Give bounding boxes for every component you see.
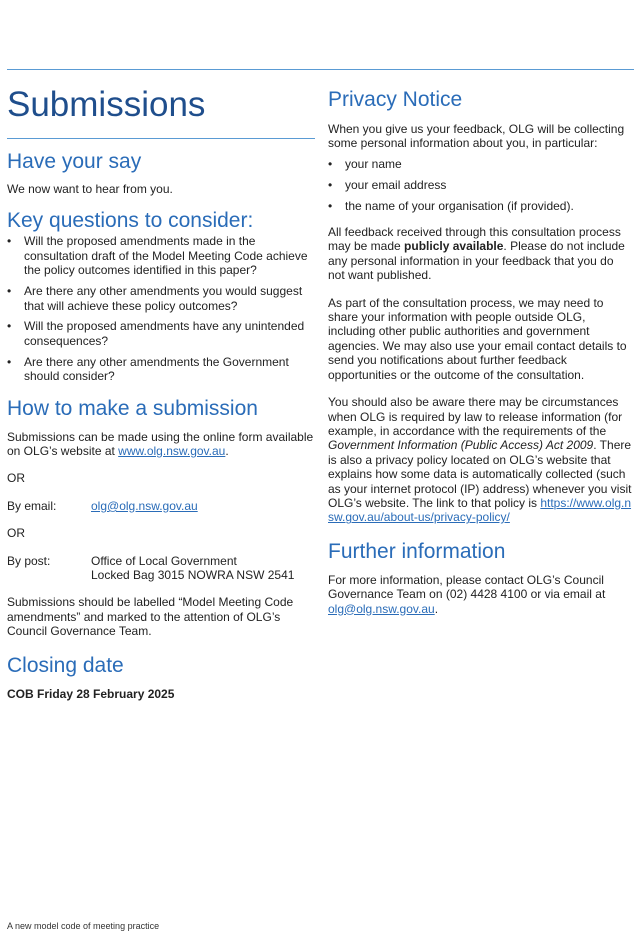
- privacy-notice-heading: Privacy Notice: [328, 88, 463, 111]
- footer-text: A new model code of meeting practice: [7, 921, 160, 931]
- post-address-line2: Locked Bag 3015 NOWRA NSW 2541: [91, 568, 295, 582]
- further-info-text: [328, 573, 633, 616]
- post-address-line1: Office of Local Government: [91, 553, 237, 568]
- closing-date: COB Friday 28 February 2025: [7, 686, 175, 701]
- right-column: [328, 87, 633, 616]
- privacy-paragraph-law: [328, 395, 633, 525]
- privacy-p3-act: Government Information (Public Access) Act 2009: [328, 438, 594, 453]
- how-to-intro-text: Submissions can be made using the online form available on OLG’s website at: [7, 429, 314, 458]
- or-separator: OR: [7, 526, 25, 541]
- further-info-email-link[interactable]: olg@olg.nsw.gov.au: [328, 601, 435, 616]
- post-row: [7, 554, 315, 583]
- list-item: • Are there any other amendments you would suggest that will achieve these policy outcomes?: [7, 284, 315, 313]
- privacy-p3-text-mid: . There is also a privacy policy located on OLG’s website that explains how some data is automatically collected (such as your internet protocol (IP) address) whenever you visit OLG’s website. The link to that policy is: [328, 438, 632, 510]
- have-your-say-text: We now want to hear from you.: [7, 182, 173, 196]
- list-item: • the name of your organisation (if provided).: [328, 199, 633, 213]
- list-item: • your name: [328, 157, 633, 171]
- title-divider: [7, 138, 315, 139]
- key-questions-list: [7, 234, 315, 383]
- email-row: [7, 499, 315, 513]
- privacy-p1-text-end: . Please do not include any personal information in your feedback that you do not want published.: [328, 239, 625, 283]
- privacy-list: [328, 157, 633, 213]
- post-address: [91, 554, 294, 583]
- page-title: Submissions: [7, 85, 206, 124]
- have-your-say-heading: Have your say: [7, 150, 142, 173]
- top-divider: [7, 69, 634, 70]
- list-item: • Will the proposed amendments have any unintended consequences?: [7, 319, 315, 348]
- website-link[interactable]: www.olg.nsw.gov.au: [118, 443, 226, 458]
- privacy-p3-text: You should also be aware there may be circumstances when OLG is required by law to release information (for example, in accordance with the requirements of the: [328, 395, 623, 438]
- privacy-p1-bold: publicly available: [404, 239, 504, 254]
- privacy-paragraph-sharing: As part of the consultation process, we may need to share your information with people outside OLG, including other public authorities and government agencies. We may also use your email contact details to send you notifications about further feedback opportunities or the outcome of the consultation.: [328, 295, 627, 382]
- further-info-text-end: .: [434, 601, 439, 616]
- email-label: By email:: [7, 498, 57, 513]
- further-info-heading: Further information: [328, 539, 506, 563]
- how-to-intro-end: .: [225, 443, 229, 458]
- privacy-paragraph-public: [328, 225, 633, 283]
- left-column: [7, 84, 315, 701]
- privacy-policy-link[interactable]: https://www.olg.nsw.gov.au/about-us/privacy-policy/: [328, 495, 632, 525]
- or-separator: OR: [7, 471, 25, 486]
- list-item: • your email address: [328, 178, 633, 192]
- privacy-intro: When you give us your feedback, OLG will be collecting some personal information about you, in particular:: [328, 122, 625, 151]
- how-to-intro: [7, 430, 315, 459]
- closing-date-heading: Closing date: [7, 653, 124, 677]
- how-to-submit-heading: How to make a submission: [7, 396, 258, 420]
- further-info-text-start: For more information, please contact OLG’s Council Governance Team on (02) 4428 4100 or via email at: [328, 572, 606, 602]
- list-item: • Are there any other amendments the Government should consider?: [7, 355, 315, 384]
- list-item: • Will the proposed amendments made in the consultation draft of the Model Meeting Code achieve the policy outcomes identified in this paper?: [7, 234, 315, 277]
- key-questions-heading: Key questions to consider:: [7, 209, 254, 233]
- email-link[interactable]: olg@olg.nsw.gov.au: [91, 498, 198, 513]
- submission-label-note: Submissions should be labelled “Model Meeting Code amendments” and marked to the attention of OLG’s Council Governance Team.: [7, 595, 294, 639]
- post-label: By post:: [7, 553, 51, 568]
- privacy-p1-text: All feedback received through this consultation process may be made: [328, 225, 621, 254]
